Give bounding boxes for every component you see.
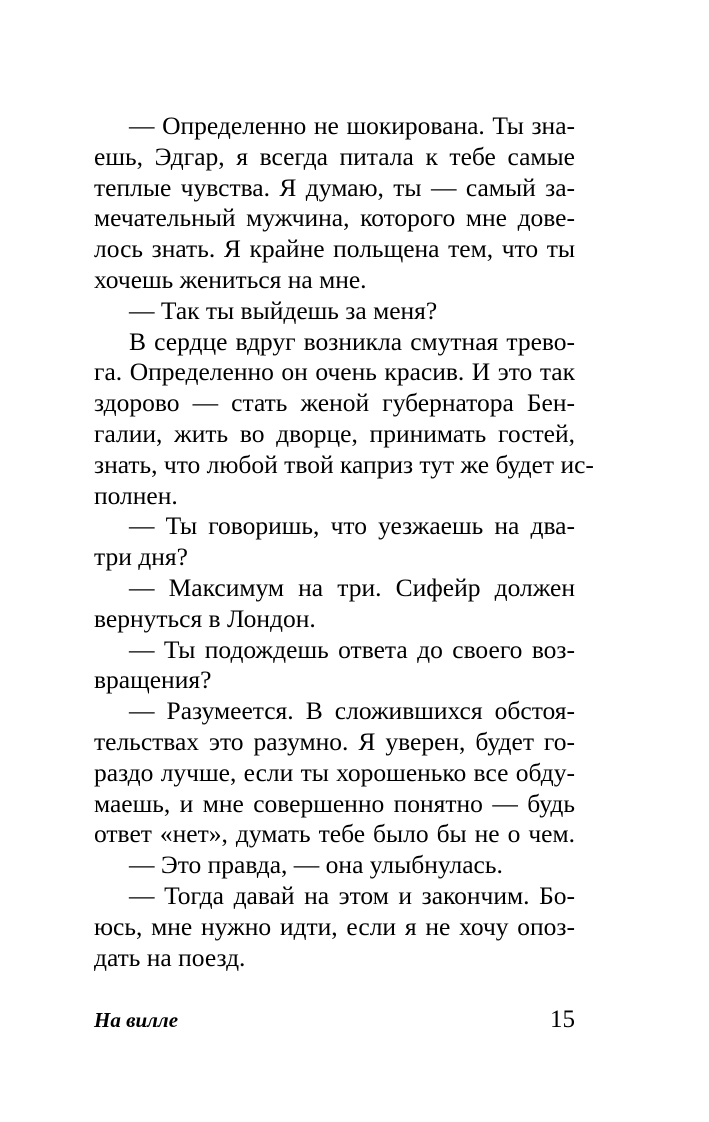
- text-line: — Так ты выйдешь за меня?: [129, 295, 438, 325]
- text-line: тельствах это разумно. Я уверен, будет го-: [94, 726, 575, 756]
- text-line: ешь, Эдгар, я всегда питала к тебе самые: [94, 141, 575, 171]
- text-line: вращения?: [94, 665, 212, 695]
- page-number: 15: [550, 1006, 575, 1033]
- text-line: галии, жить во дворце, принимать гостей,: [94, 418, 575, 448]
- text-line: здорово — стать женой губернатора Бен-: [94, 388, 575, 418]
- text-line: В сердце вдруг возникла смутная трево-: [129, 326, 575, 356]
- text-line: га. Определенно он очень красив. И это так: [94, 357, 575, 387]
- text-line: — Это правда, — она улыбнулась.: [129, 850, 503, 880]
- text-line: — Определенно не шокирована. Ты зна-: [129, 111, 575, 140]
- text-line: дать на поезд.: [94, 942, 246, 972]
- running-title: На вилле: [94, 1008, 179, 1032]
- text-line: знать, что любой твой каприз тут же будет ис-: [94, 449, 594, 479]
- text-line: маешь, и мне совершенно понятно — будь: [94, 788, 575, 818]
- text-line: — Тогда давай на этом и закончим. Бо-: [129, 880, 575, 910]
- text-line: три дня?: [94, 542, 188, 572]
- text-line: полнен.: [94, 480, 178, 510]
- text-line: — Разумеется. В сложившихся обстоя-: [129, 696, 575, 726]
- page-footer: [94, 1003, 575, 1037]
- text-line: — Ты говоришь, что уезжаешь на два-: [129, 511, 575, 541]
- text-line: вернуться в Лондон.: [94, 603, 316, 633]
- text-line: раздо лучше, если ты хорошенько все обду-: [94, 757, 575, 787]
- text-line: лось знать. Я крайне польщена тем, что ты: [94, 234, 575, 264]
- text-line: юсь, мне нужно идти, если я не хочу опоз-: [94, 911, 575, 941]
- main-text: [94, 111, 594, 973]
- text-line: — Максимум на три. Сифейр должен: [129, 572, 575, 602]
- text-line: ответ «нет», думать тебе было бы не о чем.: [94, 819, 575, 849]
- text-line: мечательный мужчина, которого мне дове-: [94, 203, 575, 233]
- text-line: хочешь жениться на мне.: [94, 264, 367, 294]
- text-line: теплые чувства. Я думаю, ты — самый за-: [94, 172, 575, 202]
- text-line: — Ты подождешь ответа до своего воз-: [129, 634, 575, 664]
